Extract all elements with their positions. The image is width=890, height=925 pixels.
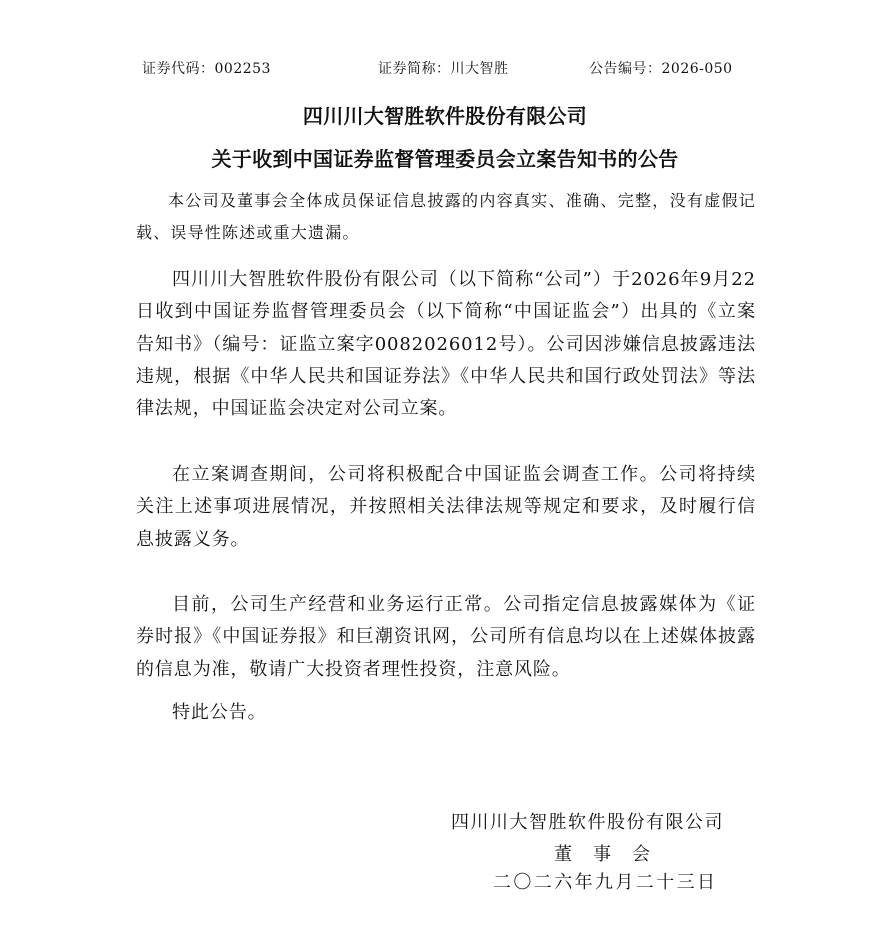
board-declaration: 本公司及董事会全体成员保证信息披露的内容真实、准确、完整，没有虚假记载、误导性陈述或重大遗漏。 [136, 191, 756, 242]
body-paragraph-cooperation: 在立案调查期间，公司将积极配合中国证监会调查工作。公司将持续关注上述事项进展情况，并按照相关法律法规等规定和要求，及时履行信息披露义务。 [136, 464, 756, 550]
announcement-number: 公告编号：2026-050 [589, 61, 733, 77]
company-title: 四川川大智胜软件股份有限公司 [302, 104, 588, 128]
signature-date: 二〇二六年九月二十三日 [493, 872, 718, 893]
signature-board: 董 事 会 [554, 844, 652, 865]
body-paragraph-filing-notice: 四川川大智胜软件股份有限公司（以下简称“公司”）于2026年9月22日收到中国证券监督管理委员会（以下简称“中国证监会”）出具的《立案告知书》（编号：证监立案字0082026012号）。公司因涉嫌信息披露违法违规，根据《中华人民共和国证券法》《中华人民共和国行政处罚法》等法律法规，中国证监会决定对公司立案。 [136, 269, 756, 420]
announcement-title: 关于收到中国证券监督管理委员会立案告知书的公告 [211, 147, 679, 171]
signature-company: 四川川大智胜软件股份有限公司 [451, 812, 724, 833]
security-code: 证券代码：002253 [142, 61, 271, 77]
body-paragraph-closing: 特此公告。 [172, 702, 267, 723]
security-abbreviation: 证券简称：川大智胜 [378, 61, 509, 77]
body-paragraph-operations: 目前，公司生产经营和业务运行正常。公司指定信息披露媒体为《证券时报》《中国证券报》和巨潮资讯网，公司所有信息均以在上述媒体披露的信息为准，敬请广大投资者理性投资，注意风险。 [136, 594, 756, 680]
announcement-header [0, 58, 890, 80]
